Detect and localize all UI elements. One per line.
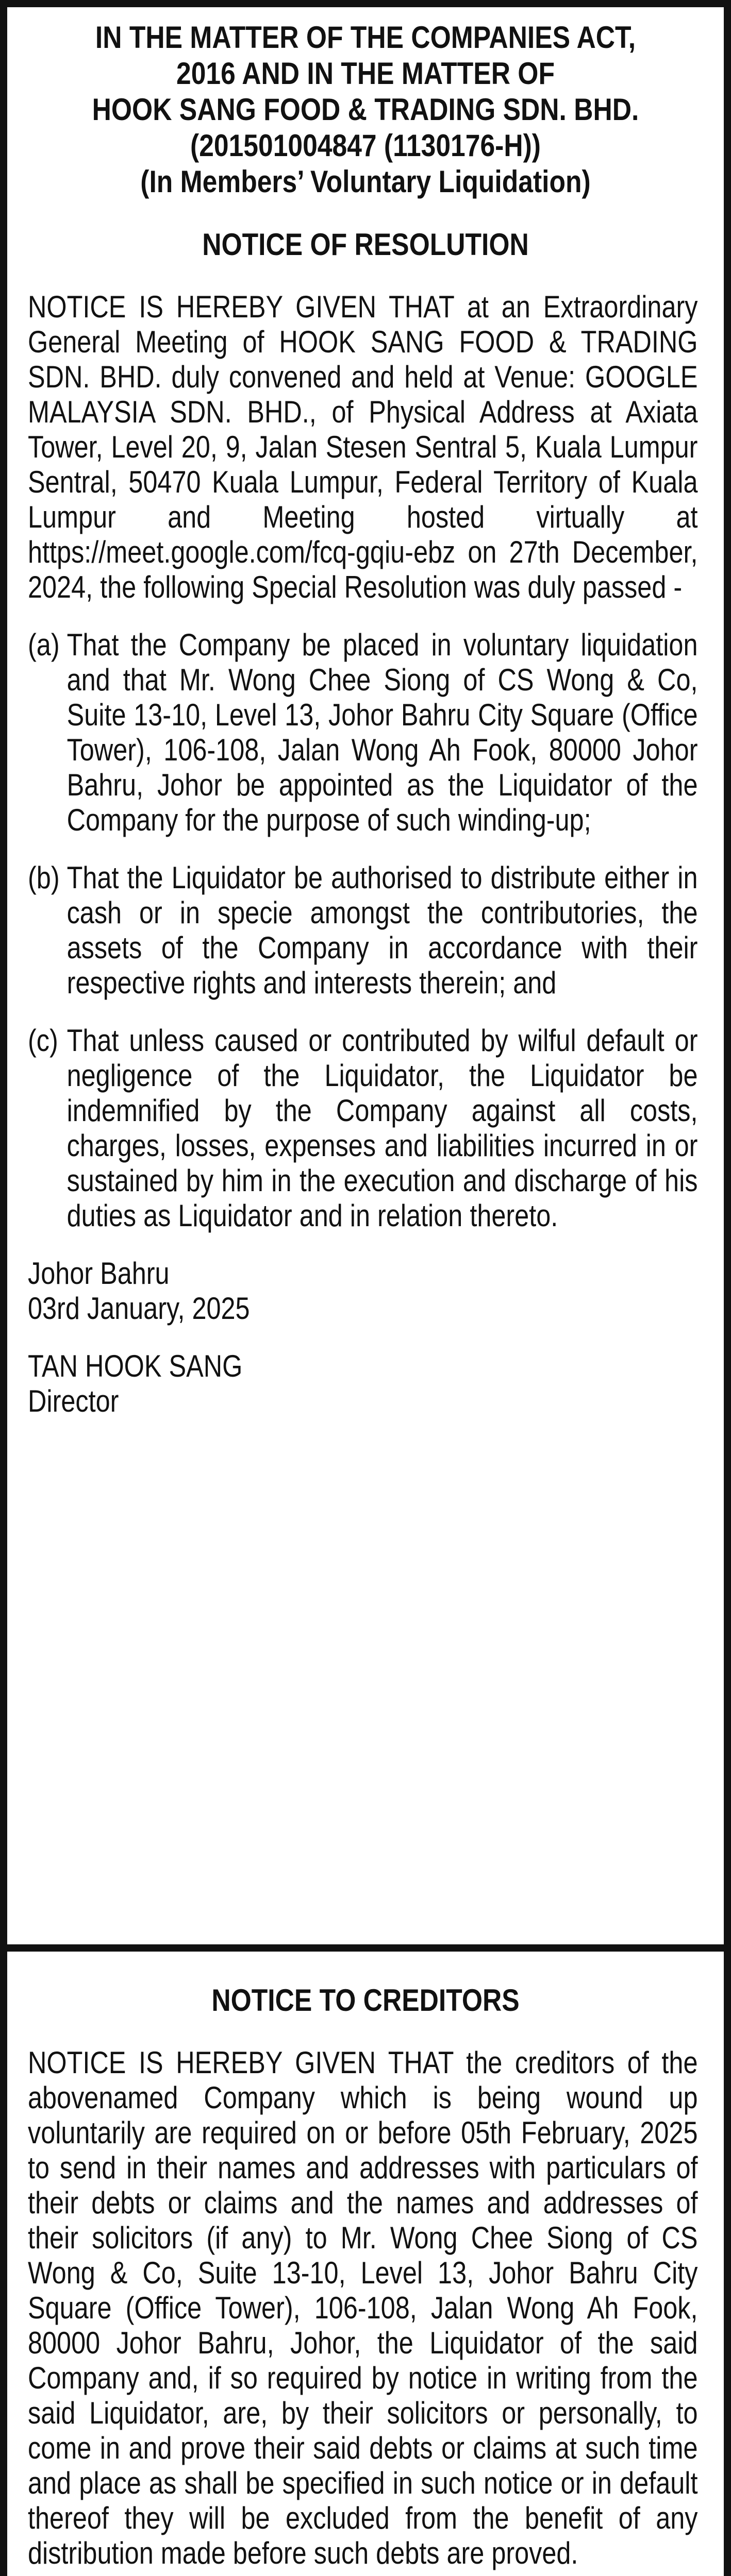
section-divider xyxy=(7,1944,724,1952)
resolution-notice-section xyxy=(7,7,724,1944)
item-text: That unless caused or contributed by wilful default or negligence of the Liquidator, the Liquidator be indemnified by the Company against all costs, charges, losses, expenses and liabilities incurred in or sustained by him in the execution and discharge of his duties as Liquidator and in relation thereto. xyxy=(67,1023,698,1233)
matter-heading xyxy=(28,7,703,200)
resolution-item-c xyxy=(28,1023,697,1233)
director-title: Director xyxy=(28,1384,119,1418)
director-name: TAN HOOK SANG xyxy=(28,1349,243,1383)
resolution-body: NOTICE IS HEREBY GIVEN THAT at an Extraordinary General Meeting of HOOK SANG FOOD & TRADING SDN. BHD. duly convened and held at Venue: GOOGLE MALAYSIA SDN. BHD., of Physical Address at Axiata Tower, Level 20, 9, Jalan Stesen Sentral 5, Kuala Lumpur Sentral, 50470 Kuala Lumpur, Federal Territory of Kuala Lumpur and Meeting hosted virtually at https://meet.google.com/fcq-gqiu-ebz on 27th December, 2024, the following Special Resolution was duly passed - xyxy=(28,290,698,604)
creditors-title: NOTICE TO CREDITORS xyxy=(211,1983,520,2018)
creditors-notice-section xyxy=(7,1952,724,2576)
resolution-item-a xyxy=(28,628,697,838)
item-marker: (a) xyxy=(28,628,60,662)
item-text: That the Liquidator be authorised to distribute either in cash or in specie amongst the contributories, the assets of the Company in accordance with their respective rights and interests therein; and xyxy=(67,860,698,1000)
heading-line: HOOK SANG FOOD & TRADING SDN. BHD. xyxy=(92,92,639,127)
creditors-body: NOTICE IS HEREBY GIVEN THAT the creditors of the abovenamed Company which is being wound up voluntarily are required on or before 05th February, 2025 to send in their names and addresses with particulars of their debts or claims and the names and addresses of their solicitors (if any) to Mr. Wong Chee Siong of CS Wong & Co, Suite 13-10, Level 13, Johor Bahru City Square (Office Tower), 106-108, Jalan Wong Ah Fook, 80000 Johor Bahru, Johor, the Liquidator of the said Company and, if so required by notice in writing from the said Liquidator, are, by their solicitors or personally, to come in and prove their said debts or claims at such time and place as shall be specified in such notice or in default thereof they will be excluded from the benefit of any distribution made before such debts are proved. xyxy=(28,2045,698,2570)
item-marker: (b) xyxy=(28,860,60,895)
heading-line: (In Members’ Voluntary Liquidation) xyxy=(140,164,591,199)
heading-line: (201501004847 (1130176-H)) xyxy=(190,128,541,163)
resolution-item-b xyxy=(28,860,697,1001)
resolution-place: Johor Bahru xyxy=(28,1256,170,1291)
resolution-title: NOTICE OF RESOLUTION xyxy=(202,227,529,262)
item-marker: (c) xyxy=(28,1023,58,1058)
heading-line: 2016 AND IN THE MATTER OF xyxy=(176,56,555,91)
resolution-date: 03rd January, 2025 xyxy=(28,1291,250,1326)
heading-line: IN THE MATTER OF THE COMPANIES ACT, xyxy=(95,20,636,55)
item-text: That the Company be placed in voluntary liquidation and that Mr. Wong Chee Siong of CS Wong & Co, Suite 13-10, Level 13, Johor Bahru City Square (Office Tower), 106-108, Jalan Wong Ah Fook, 80000 Johor Bahru, Johor be appointed as the Liquidator of the Company for the purpose of such winding-up; xyxy=(67,628,698,837)
